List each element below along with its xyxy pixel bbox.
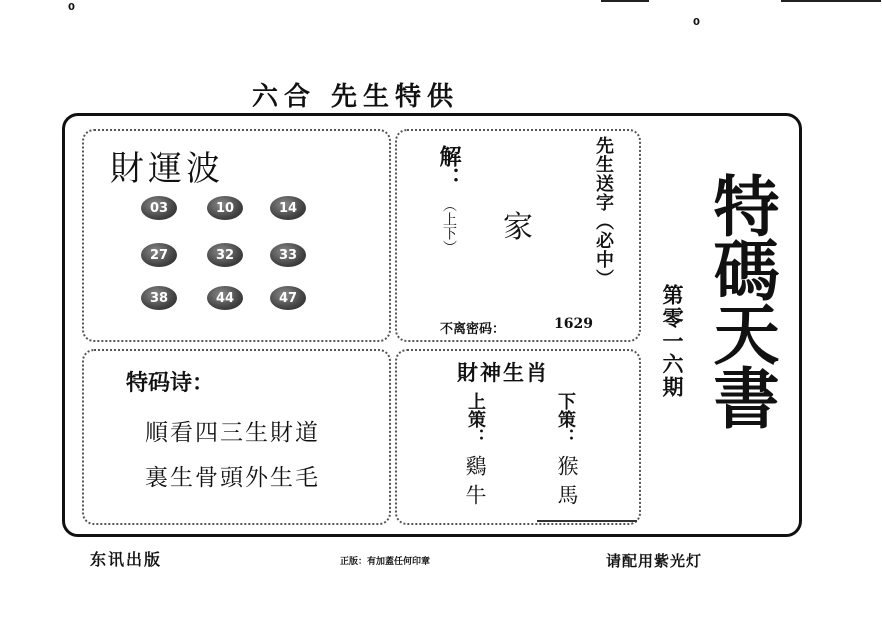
poem-line-1: 順看四三生財道 — [145, 420, 320, 446]
top-edge-line-right — [781, 0, 881, 2]
zodiac-bottom-line — [537, 520, 637, 522]
upper-strategy-label: 上策： — [465, 392, 486, 446]
poem-line-2: 裏生骨頭外生毛 — [145, 465, 320, 491]
riddle-word: 家 — [503, 210, 533, 245]
code-label: 不离密码： — [440, 322, 506, 337]
footer-authentic-note: 正版：有加蓋任何印章 — [340, 557, 431, 567]
zodiac-title: 財神生肖 — [457, 361, 549, 385]
number-ball: 47 — [270, 286, 306, 310]
number-ball: 27 — [141, 243, 177, 267]
header-title: 六合 先生特供 — [252, 82, 460, 112]
main-title: 特碼天書 — [702, 172, 780, 428]
code-value: 1629 — [554, 316, 593, 332]
number-ball: 10 — [207, 196, 243, 220]
wealth-wave-title: 財運波 — [110, 149, 224, 189]
number-ball: 14 — [270, 196, 306, 220]
riddle-bracket-label: （上下） — [441, 198, 457, 254]
top-edge-line-left — [601, 0, 649, 2]
poem-title: 特码诗： — [126, 371, 215, 396]
corner-mark-right: 0 — [693, 17, 700, 28]
number-ball: 32 — [207, 243, 243, 267]
corner-mark-left: 0 — [68, 2, 75, 13]
riddle-jie-label: 解： — [436, 145, 461, 189]
teacher-label: 先生送字（必中） — [593, 136, 614, 288]
lower-strategy-label: 下策： — [555, 392, 576, 446]
number-ball: 03 — [141, 196, 177, 220]
upper-strategy-animals: 鷄牛 — [463, 455, 487, 513]
footer-publisher: 东讯出版 — [90, 550, 163, 569]
number-ball: 33 — [270, 243, 306, 267]
lower-strategy-animals: 猴馬 — [555, 455, 579, 513]
number-ball: 38 — [141, 286, 177, 310]
number-ball: 44 — [207, 286, 243, 310]
issue-label: 第零一六期 — [660, 284, 684, 399]
footer-uv-note: 请配用紫光灯 — [606, 552, 703, 570]
